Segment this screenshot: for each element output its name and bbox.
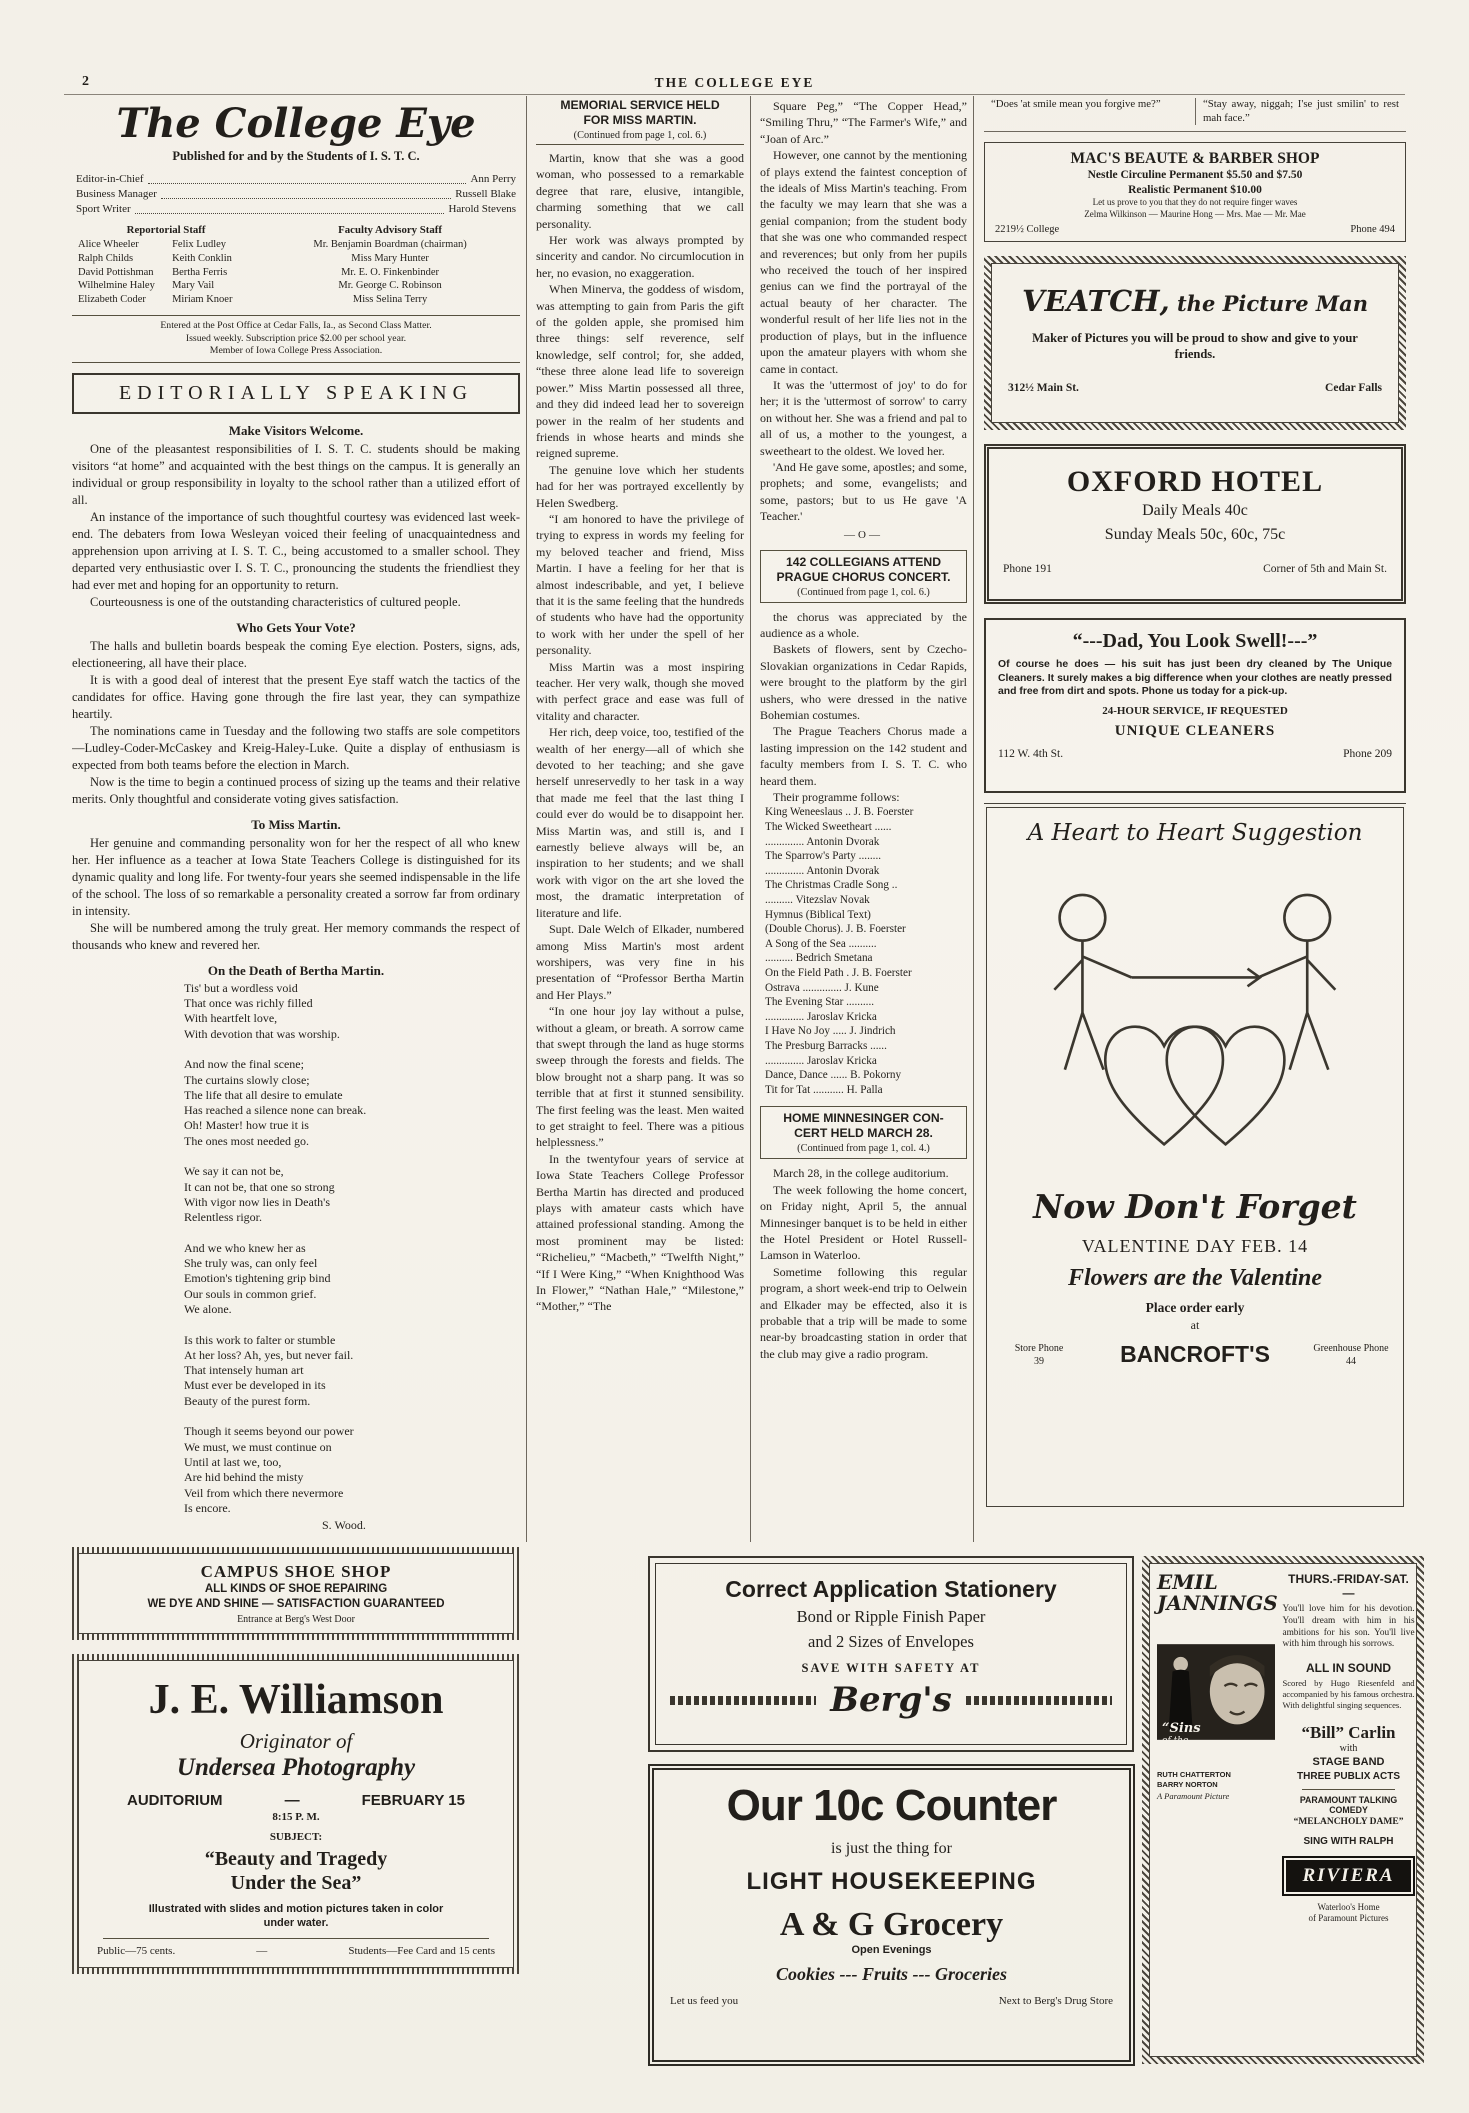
phone-label: Store Phone (1014, 1343, 1064, 1355)
ad-body: Of course he does — his suit has just been dry cleaned by The Unique Cleaners. It surely makes a big difference when your clothes are neatly pressed and free from dirt and spots. Phone us today for a pick-up. (998, 659, 1392, 697)
editorial-paragraph: It is with a good deal of interest that the present Eye staff watch the tactics of the candidates for office. Having gone through the fire last year, they can sympathize heartily. (72, 672, 520, 721)
notice-line: Entered at the Post Office at Cedar Falls, Ia., as Second Class Matter. (160, 319, 432, 331)
ad-address: 2219½ College (995, 224, 1060, 236)
paper-title: THE COLLEGE EYE (654, 75, 815, 90)
programme-line: .............. Jaroslav Kricka (765, 1054, 877, 1067)
editorial-section (72, 423, 520, 611)
programme-line: The Presburg Barracks ...... (765, 1039, 887, 1052)
ad-line: Originator of (239, 1729, 353, 1754)
ad-line: Next to Berg's Drug Store (998, 1995, 1113, 2007)
cast-name: BARRY NORTON (1157, 1780, 1218, 1789)
column-editorial (72, 102, 520, 1988)
subject-label: SUBJECT: (269, 1831, 323, 1844)
postal-notice (72, 315, 520, 363)
ag-grocery-ad (648, 1764, 1135, 2066)
editorial-banner: EDITORIALLY SPEAKING (72, 373, 520, 414)
staff-member-name: Alice Wheeler (78, 239, 139, 250)
column-divider (973, 96, 974, 1542)
poem-line: Veil from which there nevermore (184, 1485, 344, 1500)
programme-line: (Double Chorus). J. B. Foerster (765, 923, 906, 936)
lecture-title-line: Under the Sea” (230, 1872, 362, 1895)
film-title-line: “Sins (1162, 1721, 1201, 1736)
bancrofts-valentine-ad (986, 807, 1404, 1507)
ad-city: Cedar Falls (1325, 382, 1382, 395)
poem-heading: On the Death of Bertha Martin. (207, 962, 385, 978)
section-heading: Who Gets Your Vote? (236, 619, 356, 635)
star-name (1157, 1570, 1278, 1615)
studio-brand: A Paramount Picture (1157, 1791, 1230, 1801)
article-paragraph: “I am honored to have the privilege of trying to express in words my feeling for my beloved teacher and friend, Miss Martin. I have a feeling for her that is almost indescribable, and yet, I believe that it is the same feeling that the hundreds of students who have had the opportunity to work with her under the spell of her personality. (536, 511, 744, 658)
campus-shoe-shop-ad (72, 1547, 520, 1640)
staff-officer-row (72, 187, 520, 202)
poem-line: We must, we must continue on (184, 1439, 332, 1454)
prague-headline (760, 550, 967, 603)
article-paragraph: However, one cannot by the mentioning of plays extend the faintest conception of the ideals of Miss Martin's teaching. From the faculty we may learn that she was a genial companion; from the student body that she was one who commanded respect and reverences; but only from her pupils who received the touch of her inspired genius can we find the portrayal of the actual beauty of her character. The wonderful result of her life lies not in the production of plays, but in the influence upon the amateur players with whom she came in contact. (760, 148, 967, 376)
staff-officer-row (72, 202, 520, 217)
column-divider (526, 96, 527, 1542)
poem-line: With heartfelt love, (184, 1011, 278, 1026)
ad-script-title: A Heart to Heart Suggestion (1027, 820, 1363, 847)
prague-paragraphs (760, 609, 967, 806)
section-paragraphs (72, 441, 520, 611)
article-paragraph: Her work was always prompted by sincerity and candor. No circumlocution in her, no evasion, no exaggeration. (536, 233, 744, 280)
show-blurb: You'll love him for his devotion. You'll dream with him in his ambitions for his son. You'll live with him through his sorrows. (1282, 1604, 1415, 1650)
joke-left: “Does 'at smile mean you forgive me?” (991, 98, 1161, 110)
staff-member-name: Keith Conklin (172, 252, 232, 264)
poem-line: With vigor now lies in Death's (184, 1194, 330, 1209)
programme-line: Dance, Dance ...... B. Pokorny (765, 1069, 902, 1082)
sound-note: Scored by Hugo Riesenfeld and accompanied by his famous orchestra. With delightful singing sequences. (1282, 1678, 1415, 1710)
poem-line: The life that all desire to emulate (184, 1087, 343, 1102)
poem-line (184, 1317, 520, 1332)
ad-footer (670, 1995, 1113, 2007)
reportorial-staff (72, 224, 260, 307)
poem-line: With devotion that was worship. (184, 1026, 340, 1041)
ad-line: Let us prove to you that they do not require finger waves (1092, 197, 1298, 208)
poem-line: At her loss? Ah, yes, but never fail. (184, 1347, 354, 1362)
masthead-title: The College Eye (116, 102, 476, 147)
lecture-title-line: “Beauty and Tragedy (204, 1848, 388, 1871)
section-heading: Make Visitors Welcome. (228, 422, 364, 438)
editorial-paragraph: The halls and bulletin boards bespeak the coming Eye election. Posters, signs, ads, electioneering, all have their place. (72, 638, 520, 670)
faculty-member-name: Mr. Benjamin Boardman (chairman) (313, 239, 467, 250)
unique-cleaners-ad (984, 618, 1406, 793)
article-paragraph: the chorus was appreciated by the audience as a whole. (760, 609, 967, 640)
page-number: 2 (82, 74, 89, 89)
sound-banner: ALL IN SOUND (1305, 1661, 1392, 1676)
poem-line: The curtains slowly close; (184, 1072, 310, 1087)
staff-member-name: Wilhelmine Haley (78, 280, 155, 292)
lecture-title (93, 1847, 499, 1895)
officer-role: Business Manager (76, 188, 157, 200)
comedy-title: “MELANCHOLY DAME” (1293, 1816, 1404, 1827)
show-days: THURS.-FRIDAY-SAT.— (1288, 1572, 1409, 1600)
riviera-logo: RIVIERA (1282, 1856, 1414, 1896)
leader-dots (161, 198, 451, 199)
concert-programme (760, 805, 967, 1097)
venue-row (93, 1792, 499, 1809)
poem-line: The ones most needed go. (184, 1133, 309, 1148)
staff-member-name: Miriam Knoer (172, 294, 233, 306)
ad-address: 312½ Main St. (1008, 382, 1079, 395)
poem-line: It can not be, that one so strong (184, 1179, 335, 1194)
ad-line: at (1190, 1318, 1200, 1333)
staff-member-name: David Pottishman (78, 266, 154, 278)
poem-line: Has reached a silence none can break. (184, 1103, 367, 1118)
article-paragraph: 'And He gave some, apostles; and some, prophets; and some, evangelists; and some, pastors; but to us He gave 'A Teacher.' (760, 459, 967, 524)
page-header (0, 74, 1469, 92)
star-name-line: EMIL (1157, 1570, 1218, 1594)
article-paragraph: Their programme follows: (773, 790, 900, 805)
article-paragraph: Square Peg,” “The Copper Head,” “Smiling Thru,” “The Farmer's Wife,” and “Joan of Arc.” (760, 99, 967, 146)
ad-line: is just the thing for (831, 1840, 952, 1857)
faculty-staff-title: Faculty Advisory Staff (338, 224, 442, 236)
ad-line: Undersea Photography (176, 1754, 416, 1782)
headline-line: FOR MISS MARTIN. (583, 113, 697, 127)
poem-line (184, 1149, 520, 1164)
ad-line: Sunday Meals 50c, 60c, 75c (1104, 526, 1286, 544)
officer-name: Russell Blake (455, 188, 516, 200)
masthead (72, 102, 520, 363)
section-heading: To Miss Martin. (251, 816, 341, 832)
ad-slogan: SAVE WITH SAFETY AT (801, 1661, 981, 1675)
ad-line: Bond or Ripple Finish Paper (796, 1607, 986, 1626)
ad-title-rest: the Picture Man (1169, 291, 1369, 317)
poem-line: We alone. (184, 1302, 232, 1316)
ad-line: ALL KINDS OF SHOE REPAIRING (204, 1583, 388, 1596)
ad-date-line: VALENTINE DAY FEB. 14 (1081, 1236, 1309, 1257)
poem-line: That intensely human art (184, 1363, 304, 1378)
comedy-line: PARAMOUNT TALKING COMEDY (1299, 1794, 1398, 1815)
faculty-member-name: Mr. E. O. Finkenbinder (341, 266, 440, 278)
joke-fillers (984, 98, 1406, 132)
poem-line: Tis' but a wordless void (184, 980, 298, 995)
headline-line: HOME MINNESINGER CON- (783, 1111, 944, 1126)
memorial-headline (536, 98, 744, 145)
poem-line: Until at last we, too, (184, 1454, 282, 1469)
continued-note: (Continued from page 1, col. 4.) (797, 1143, 930, 1155)
section-paragraphs (72, 638, 520, 808)
editorial-paragraph: The nominations came in Tuesday and the following two staffs are sole competitors—Ludley-Coder-McCaskey and Kreig-Haley-Luke. Quite a display of enthusiasm is expected from both teams before the election in March. (72, 723, 520, 772)
minnesinger-headline (760, 1106, 967, 1159)
editorial-section (72, 817, 520, 954)
ad-title: MAC'S BEAUTE & BARBER SHOP (1070, 150, 1320, 168)
programme-line: The Christmas Cradle Song .. (765, 879, 898, 892)
reportorial-staff-title: Reportorial Staff (126, 224, 206, 236)
joke-right: “Stay away, niggah; I'se just smilin' to rest mah face.” (1195, 98, 1406, 125)
event-time: 8:15 P. M. (272, 1811, 320, 1824)
performer-name: “Bill” Carlin (1301, 1722, 1396, 1742)
divider-rule (1302, 1789, 1395, 1790)
ad-slogan: LIGHT HOUSEKEEPING (746, 1868, 1037, 1895)
phone-label: Greenhouse Phone (1313, 1343, 1389, 1355)
programme-line: .............. Antonin Dvorak (765, 835, 880, 848)
editorial-section (72, 620, 520, 808)
ad-line: Cookies --- Fruits --- Groceries (776, 1964, 1007, 1984)
memorial-continuation-paragraphs (760, 98, 967, 525)
column-memorial-article (536, 98, 744, 1315)
headline-line: 142 COLLEGIANS ATTEND (785, 554, 942, 569)
leader-dots (135, 213, 445, 214)
sing-line: SING WITH RALPH (1303, 1835, 1394, 1847)
leader-dots (148, 183, 467, 184)
programme-line: .............. Jaroslav Kricka (765, 1010, 877, 1023)
article-paragraph: Her rich, deep voice, too, testified of the wealth of her energy—all of which she devoted to her teaching; and she gave herself unreservedly to her task in a way that made me feel that the last thing I could ever do would be to disappoint her. Miss Martin was, and still is, and I earnestly believe always will be, an inspiration to her students; and we shall work with vigor on the art she loved the most, the dramatic interpretation of literature and life. (536, 725, 744, 920)
ad-title: “---Dad, You Look Swell!---” (1072, 630, 1318, 653)
editorial-paragraph: She will be numbered among the truly great. Her memory commands the respect of thousands who knew and revered her. (72, 920, 520, 952)
staff-member-name: Elizabeth Coder (78, 294, 146, 306)
williamson-lecture-ad (72, 1654, 520, 1974)
ad-body: Maker of Pictures you will be proud to show and give to your friends. (1032, 331, 1358, 362)
ad-phone: Phone 494 (1350, 224, 1395, 236)
editorial-paragraph: Courteousness is one of the outstanding characteristics of cultured people. (90, 594, 461, 609)
price-public: Public—75 cents. (97, 1945, 176, 1958)
staff-member-name: Felix Ludley (172, 239, 227, 250)
continued-note: (Continued from page 1, col. 6.) (573, 130, 707, 141)
headline-line: CERT HELD MARCH 28. (794, 1126, 933, 1141)
faculty-member-name: Mr. George C. Robinson (338, 280, 442, 292)
ad-business-name: UNIQUE CLEANERS (1114, 723, 1276, 740)
headline-line: PRAGUE CHORUS CONCERT. (776, 569, 951, 584)
staff-block (72, 224, 520, 307)
programme-line: A Song of the Sea .......... (765, 937, 877, 950)
faculty-staff (260, 224, 520, 307)
greenhouse-phone (1313, 1343, 1389, 1368)
theatre-tagline (1309, 1902, 1389, 1925)
headline-line: MEMORIAL SERVICE HELD (560, 98, 720, 112)
notice-line: Member of Iowa College Press Association. (209, 345, 383, 357)
poem-line (184, 1409, 520, 1424)
poster-art (1157, 1617, 1275, 1767)
oxford-hotel-ad (984, 444, 1406, 604)
ad-phone: Phone 191 (1003, 563, 1052, 576)
staff-member-name: Bertha Ferris (172, 266, 228, 278)
article-paragraph: The Prague Teachers Chorus made a lasting impression on the 142 student and faculty members from I. S. T. C. who heard them. (760, 724, 967, 788)
film-title-line: Fathers” (1162, 1747, 1225, 1762)
movie-poster (1157, 1570, 1278, 2048)
minnesinger-paragraphs (760, 1165, 967, 1362)
riviera-theatre-ad (1142, 1556, 1424, 2064)
programme-line: Tit for Tat ........... H. Palla (765, 1083, 883, 1096)
article-paragraph: Martin, know that she was a good woman, who possessed to a remarkable degree that rare, elusive, intangible, charming something that we call personality. (536, 151, 744, 231)
column-ads (984, 98, 1406, 1507)
ad-line: Open Evenings (851, 1944, 932, 1956)
ad-address: 112 W. 4th St. (998, 748, 1064, 761)
ad-phone: Phone 209 (1343, 748, 1392, 761)
poem-line: Must ever be developed in its (184, 1378, 326, 1393)
star-name-line: JANNINGS (1157, 1591, 1278, 1615)
poem-line: Is encore. (184, 1500, 231, 1515)
poem-line: Relentless rigor. (184, 1210, 262, 1225)
ad-business-name: Berg's (830, 1680, 952, 1720)
reportorial-names-right (166, 238, 260, 307)
ad-title: OXFORD HOTEL (1066, 465, 1324, 499)
dash: — (256, 1945, 268, 1958)
officer-role: Sport Writer (76, 203, 131, 215)
header-rule (64, 94, 1405, 95)
venue: AUDITORIUM (127, 1792, 223, 1810)
ad-line: Let us feed you (670, 1995, 739, 2007)
poem-line (184, 1226, 520, 1241)
article-paragraph: When Minerva, the goddess of wisdom, was attempting to gain from Paris the gift of the golden apple, she promised him three things: self reverence, self knowledge, self control; for, she added, “these three alone lead life to sovereign power.” Miss Martin possessed all three, and they did indeed lead her to sovereign power in the realm of her students and friends in whose hearts and minds she reigned supreme. (536, 282, 744, 461)
poem-line: She truly was, can only feel (184, 1256, 318, 1271)
poem-line: Emotion's tightening grip bind (184, 1271, 331, 1286)
programme-line: The Sparrow's Party ........ (765, 850, 882, 863)
ad-line: Realistic Permanent $10.00 (1128, 183, 1262, 196)
poem-signature: S. Wood. (322, 1518, 366, 1533)
tagline-line: of Paramount Pictures (1308, 1913, 1389, 1924)
lecturer-name: J. E. Williamson (148, 1677, 444, 1724)
ad-line: WE DYE AND SHINE — SATISFACTION GUARANTEED (147, 1598, 445, 1611)
cast-names (1157, 1770, 1275, 1801)
ornament-left (670, 1696, 816, 1705)
macs-barber-shop-ad (984, 142, 1406, 242)
editorial-paragraph: An instance of the importance of such thoughtful courtesy was evidenced last week-end. The debaters from Iowa Wesleyan voiced their feeling of unacquaintedness and apprehension upon arriving at I. S. T. C., being accustomed to a smaller school. They departed very enthusiastic over I. S. T. C., pronouncing the students the friendliest they had ever met and hoping for an opportunity to return. (72, 509, 520, 592)
section-paragraphs (72, 835, 520, 954)
ad-title-main: VEATCH, (1021, 284, 1170, 319)
theatre-program (1282, 1572, 1414, 2048)
article-paragraph: The week following the home concert, on Friday night, April 5, the annual Minnesinger banquet is to be held in either the Hotel President or Hotel Russell-Lamson in Waterloo. (760, 1182, 967, 1263)
price-row (93, 1945, 499, 1957)
programme-line: King Weneeslaus .. J. B. Foerster (765, 806, 914, 819)
film-title-line: of the (1162, 1736, 1189, 1746)
officer-name: Ann Perry (470, 173, 516, 185)
programme-line: I Have No Joy ..... J. Jindrich (765, 1025, 896, 1038)
cast-name: RUTH CHATTERTON (1157, 1770, 1231, 1779)
poem-line: Our souls in common grief. (184, 1286, 317, 1301)
ad-title (1008, 284, 1382, 318)
poem-line: That once was richly filled (184, 996, 313, 1011)
programme-line: .............. Antonin Dvorak (765, 864, 880, 877)
programme-line: Hymnus (Biblical Text) (765, 908, 871, 921)
dash: — (284, 1792, 300, 1810)
poem-body (72, 981, 520, 1516)
editorial-paragraph: One of the pleasantest responsibilities of I. S. T. C. students should be making visitors “at home” and acquainted with the best things on the campus. It is generally an individual or group responsibility in loyalty to the school rather than a utilized effort of all. (72, 441, 520, 507)
ad-title: Correct Application Stationery (725, 1576, 1057, 1602)
staff-officer-row (72, 172, 520, 187)
ad-headline: Our 10c Counter (726, 1781, 1057, 1830)
poem-line: And now the final scene; (184, 1057, 304, 1072)
poem-line: Though it seems beyond our power (184, 1424, 354, 1439)
ad-headline: Now Don't Forget (1033, 1187, 1357, 1227)
article-paragraph: March 28, in the college auditorium. (773, 1166, 949, 1181)
masthead-subtitle: Published for and by the Students of I. S. T. C. (172, 149, 420, 163)
article-paragraph: Supt. Dale Welch of Elkader, numbered among Miss Martin's most ardent worshipers, was very fine in his presentation of “Professor Bertha Martin and Her Plays.” (536, 922, 744, 1002)
section-divider: —O— (844, 528, 883, 541)
ad-line: and 2 Sizes of Envelopes (808, 1632, 974, 1651)
officer-role: Editor-in-Chief (76, 173, 144, 185)
poem-line: And we who knew her as (184, 1240, 306, 1255)
stage-band-line: STAGE BAND (1312, 1755, 1385, 1768)
phone-number: 44 (1345, 1355, 1356, 1367)
poem-line: Beauty of the purest form. (184, 1393, 311, 1408)
ad-line: Daily Meals 40c (1142, 502, 1248, 520)
officer-name: Harold Stevens (448, 203, 516, 215)
faculty-names (260, 238, 520, 307)
faculty-member-name: Miss Mary Hunter (351, 252, 429, 264)
article-paragraph: Miss Martin was a most inspiring teacher. Her very walk, though she moved with perfect grace and ease was full of vitality and character. (536, 659, 744, 723)
price-students: Students—Fee Card and 15 cents (348, 1945, 495, 1958)
poem-line: Is this work to falter or stumble (184, 1332, 336, 1347)
continued-note: (Continued from page 1, col. 6.) (797, 586, 930, 598)
editorial-paragraph: Her genuine and commanding personality won for her the respect of all who knew her. Her influence as a teacher at Iowa State Teachers College is distinguished for its dynamic quality and long life. For twenty-four years she seemed indispensable in the life of the school. The loss of so remarkable a personality created a sorrow far from ordinary in intensity. (72, 835, 520, 918)
programme-line: The Evening Star .......... (765, 996, 875, 1009)
programme-line: .......... Vitezslav Novak (765, 894, 870, 906)
programme-line: .......... Bedrich Smetana (765, 952, 873, 965)
article-paragraph: In the twentyfour years of service at Iowa State Teachers College Professor Bertha Martin has directed and produced plays with amateur casts which have attained professional standing. Among the most prominent may be listed: “Richelieu,” “Macbeth,” “Twelfth Night,” “If I Were King,” “When Knighthood Was In Flower,” “Nathan Hale,” “Milestone,” “Mother,” “The (536, 1151, 744, 1314)
article-paragraph: The genuine love which her students had for her was portrayed excellently by Helen Swedberg. (536, 462, 744, 510)
ad-line: Place order early (1145, 1300, 1245, 1316)
column-divider (750, 96, 751, 1542)
staff-member-name: Mary Vail (172, 280, 215, 292)
ad-business-name: A & G Grocery (779, 1906, 1004, 1943)
ad-line: Nestle Circuline Permanent $5.50 and $7.50 (1087, 169, 1303, 182)
with-word: with (1339, 1742, 1358, 1754)
store-phone (1001, 1343, 1077, 1368)
faculty-member-name: Miss Selina Terry (352, 294, 428, 306)
notice-line: Issued weekly. Subscription price $2.00 per school year. (185, 332, 407, 344)
ad-address: Corner of 5th and Main St. (1263, 563, 1387, 576)
poem-line: Oh! Master! how true it is (184, 1118, 309, 1133)
publix-acts-line: THREE PUBLIX ACTS (1297, 1770, 1400, 1782)
column-continuation (760, 98, 967, 1362)
article-paragraph: It was the 'uttermost of joy' to do for her; it is the 'uttermost of sorrow' to carry on without her. She was a friend and pal to all of us, a mother to the youngest, a sweetheart to the oldest. We loved her. (760, 377, 967, 458)
poem-line: Are hid behind the misty (184, 1470, 304, 1485)
veatch-pictures-ad (984, 256, 1406, 430)
bergs-stationery-ad (648, 1556, 1134, 1752)
ad-footer (1001, 1341, 1389, 1368)
memorial-poem (72, 963, 520, 1533)
programme-line: The Wicked Sweetheart ...... (765, 821, 892, 834)
ad-business-name: BANCROFT'S (1120, 1341, 1270, 1368)
event-date: FEBRUARY 15 (361, 1792, 465, 1810)
valentine-illustration (1028, 852, 1362, 1182)
article-paragraph: Sometime following this regular program, a short week-end trip to Oelwein and Elkader may be effected, also it is probable that a trip will be made to some near-by broadcasting station in order that the club may give a radio program. (760, 1264, 967, 1361)
programme-line: Ostrava .............. J. Kune (765, 981, 879, 994)
poem-line: We say it can not be, (184, 1164, 284, 1179)
article-paragraph: Baskets of flowers, sent by Czecho-Slovakian organizations in Cedar Rapids, were brought to the platform by the girl ushers, who were dressed in the native Bohemian costumes. (760, 642, 967, 722)
ad-service-line: 24-HOUR SERVICE, IF REQUESTED (1102, 705, 1288, 718)
ornament-right (966, 1696, 1112, 1705)
ad-note: Illustrated with slides and motion pictures taken in color under water. (148, 1903, 444, 1929)
tagline-line: Waterloo's Home (1317, 1901, 1380, 1912)
ad-title: CAMPUS SHOE SHOP (200, 1562, 392, 1582)
ad-line: Entrance at Berg's West Door (237, 1614, 355, 1626)
ad-line: Zelma Wilkinson — Maurine Hong — Mrs. Mae — Mr. Mae (1084, 208, 1306, 219)
reportorial-names-left (72, 238, 166, 307)
article-paragraph: “In one hour joy lay without a pulse, without a gleam, or breath. A sorrow came that swept through the land as huge storms sweep through the forests and fields. The blow brought not a sharp pang. It was so terrible that at first it stunned sensibility. The first feeling was the least. Men waited to get straight to feel. There was a pitious helplessness.” (536, 1004, 744, 1150)
divider-rule (103, 1938, 489, 1939)
staff-member-name: Ralph Childs (78, 252, 134, 264)
ad-slogan: Flowers are the Valentine (1067, 1265, 1323, 1292)
film-title (1162, 1722, 1224, 1761)
poem-line (184, 1042, 520, 1057)
programme-line: On the Field Path . J. B. Foerster (765, 966, 912, 979)
phone-number: 39 (1034, 1355, 1044, 1367)
memorial-paragraphs (536, 150, 744, 1315)
editorial-paragraph: Now is the time to begin a continued process of sizing up the teams and their relative merits. Only thoughtful and considerate voting gives satisfaction. (72, 774, 520, 806)
